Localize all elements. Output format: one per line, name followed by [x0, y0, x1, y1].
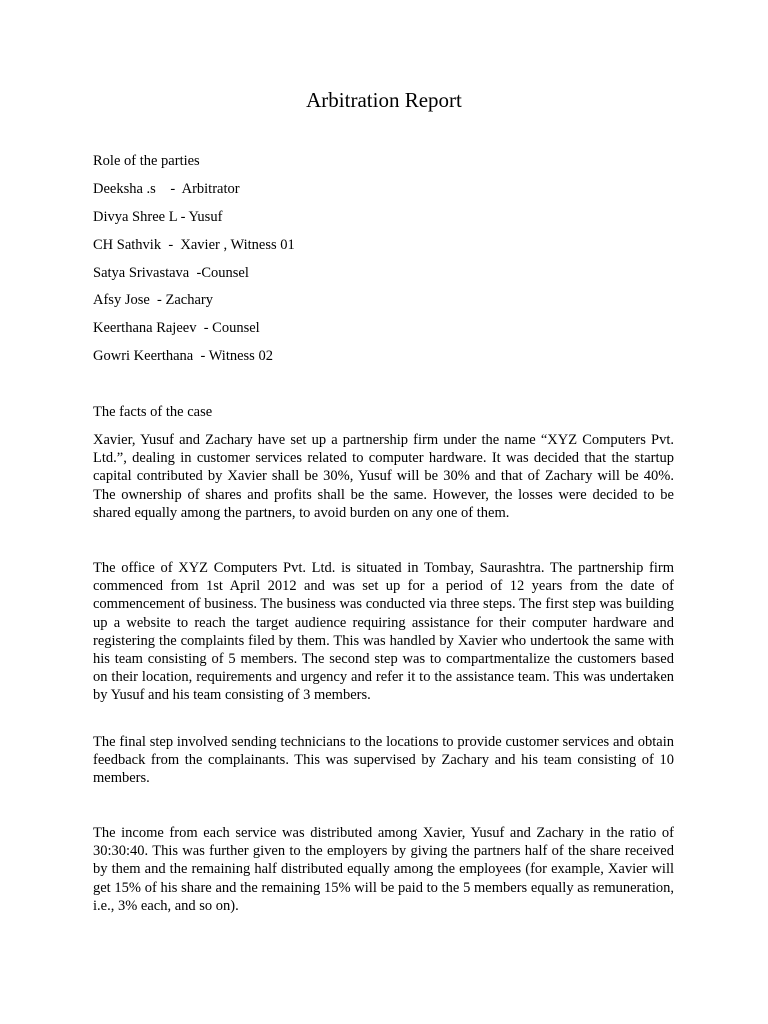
- role-line: Afsy Jose - Zachary: [93, 292, 213, 308]
- role-line: Satya Srivastava -Counsel: [93, 265, 249, 281]
- body-paragraph: The final step involved sending technicians to the locations to provide customer services and obtain feedback from the complainants. This was supervised by Zachary and his team consisting of 10 members.: [93, 734, 674, 787]
- document-title: Arbitration Report: [306, 88, 462, 112]
- role-line: CH Sathvik - Xavier , Witness 01: [93, 237, 295, 253]
- body-paragraph: Xavier, Yusuf and Zachary have set up a partnership firm under the name “XYZ Computers Pvt. Ltd.”, dealing in customer services related to computer hardware. It was decided that the startup capital contributed by Xavier shall be 30%, Yusuf will be 30% and that of Zachary will be 40%. The ownership of shares and profits shall be the same. However, the losses were decided to be shared equally among the partners, to avoid burden on any one of them.: [93, 432, 674, 521]
- role-line: Keerthana Rajeev - Counsel: [93, 320, 260, 336]
- roles-heading: Role of the parties: [93, 153, 200, 169]
- role-line: Gowri Keerthana - Witness 02: [93, 348, 273, 364]
- role-line: Divya Shree L - Yusuf: [93, 209, 223, 225]
- body-paragraph: The office of XYZ Computers Pvt. Ltd. is situated in Tombay, Saurashtra. The partnership firm commenced from 1st April 2012 and was set up for a period of 12 years from the date of commencement of business. The business was conducted via three steps. The first step was building up a website to reach the target audience requiring assistance for their computer hardware and registering the complaints filed by them. This was handled by Xavier who undertook the same with his team consisting of 5 members. The second step was to compartmentalize the customers based on their location, requirements and urgency and refer it to the assistance team. This was undertaken by Yusuf and his team consisting of 3 members.: [93, 560, 674, 704]
- role-line: Deeksha .s - Arbitrator: [93, 181, 240, 197]
- body-paragraph: The income from each service was distributed among Xavier, Yusuf and Zachary in the ratio of 30:30:40. This was further given to the employers by giving the partners half of the share received by them and the remaining half distributed equally among the employees (for example, Xavier will get 15% of his share and the remaining 15% will be paid to the 5 members equally as remuneration, i.e., 3% each, and so on).: [93, 825, 674, 914]
- facts-heading: The facts of the case: [93, 404, 213, 420]
